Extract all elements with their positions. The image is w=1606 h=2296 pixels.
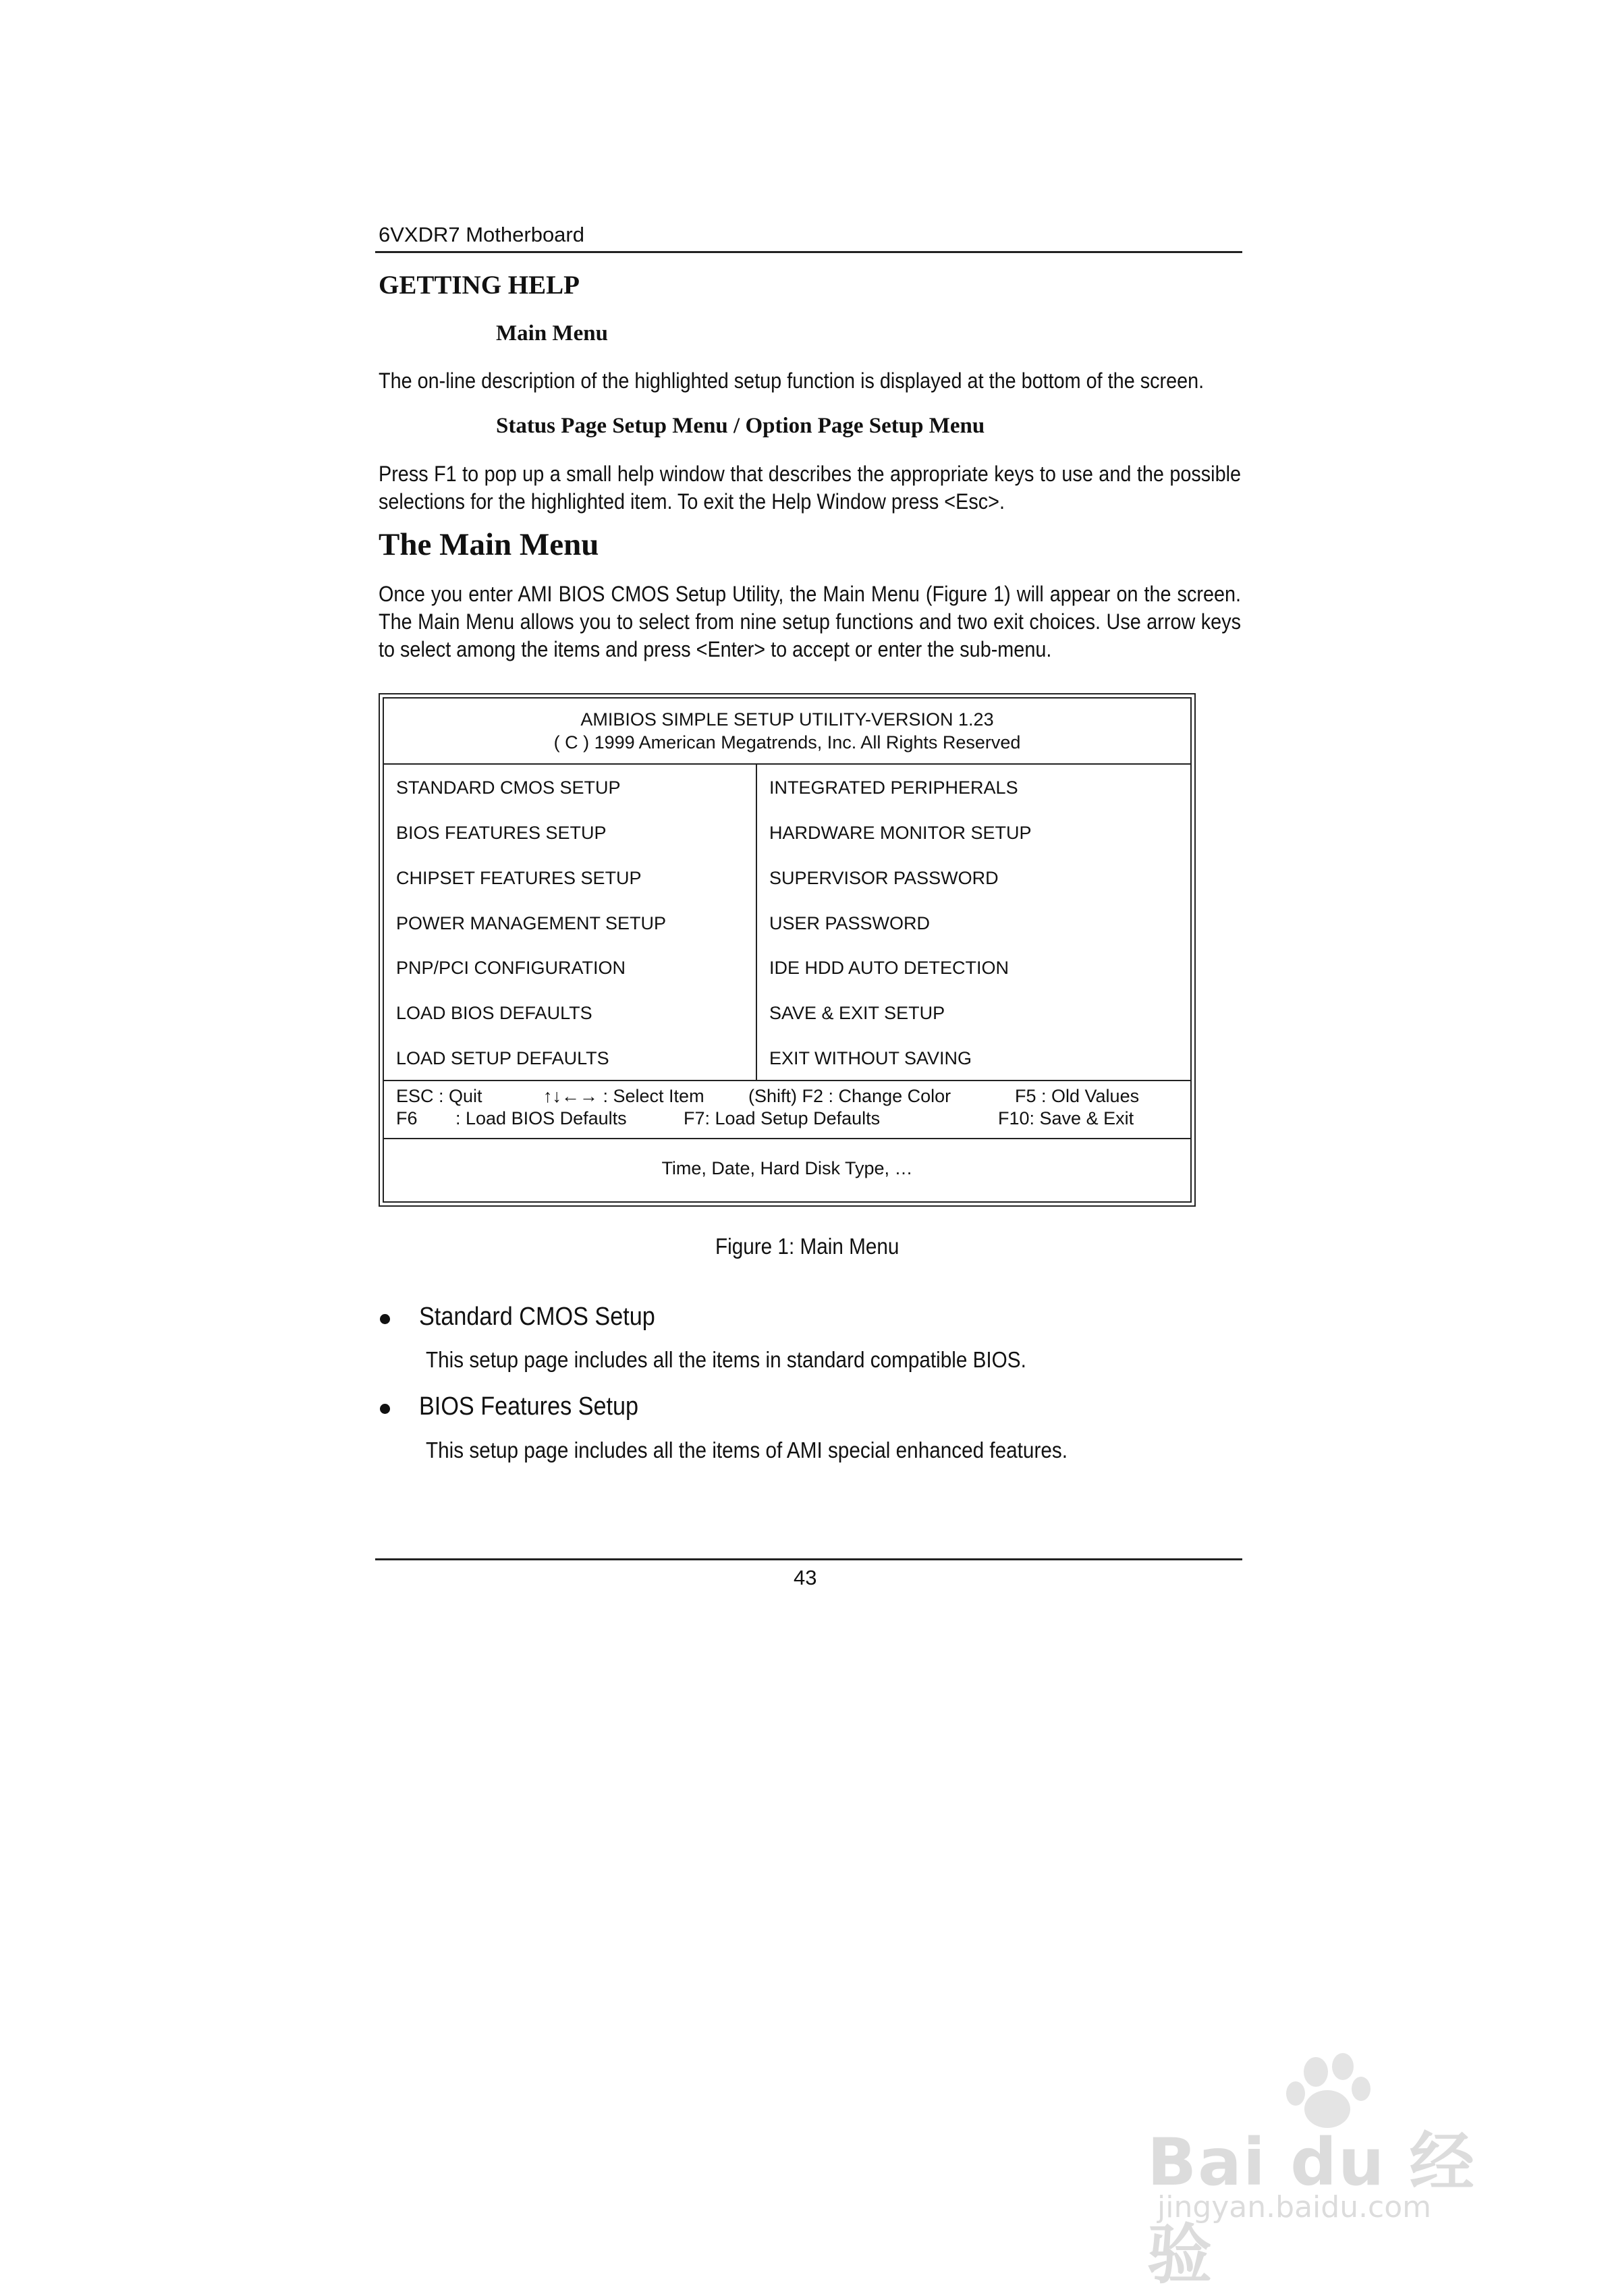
running-header: 6VXDR7 Motherboard bbox=[379, 223, 584, 246]
bullet-desc-bios-features: This setup page includes all the items of AMI special enhanced features. bbox=[426, 1438, 1068, 1463]
main-menu-help-text: The on-line description of the highlighted setup function is displayed at the bottom of the screen. bbox=[379, 368, 1204, 393]
bios-setup-screen bbox=[379, 693, 1196, 1207]
watermark-brand: Bai du 经验 bbox=[1147, 2125, 1476, 2293]
key-f7-load-setup-defaults: F7: Load Setup Defaults bbox=[684, 1108, 881, 1128]
menu-item-user-password[interactable]: USER PASSWORD bbox=[769, 913, 931, 933]
page-number: 43 bbox=[794, 1566, 817, 1589]
menu-item-exit-without-saving[interactable]: EXIT WITHOUT SAVING bbox=[769, 1048, 972, 1068]
menu-item-bios-features-setup[interactable]: BIOS FEATURES SETUP bbox=[396, 823, 607, 843]
status-page-subheading: Status Page Setup Menu / Option Page Setup Menu bbox=[496, 414, 985, 438]
key-f6-load-bios-defaults: : Load BIOS Defaults bbox=[455, 1108, 627, 1128]
figure-caption: Figure 1: Main Menu bbox=[715, 1234, 899, 1259]
menu-item-power-management-setup[interactable]: POWER MANAGEMENT SETUP bbox=[396, 913, 667, 933]
menu-item-ide-hdd-auto-detection[interactable]: IDE HDD AUTO DETECTION bbox=[769, 958, 1009, 978]
menu-item-integrated-peripherals[interactable]: INTEGRATED PERIPHERALS bbox=[769, 777, 1018, 798]
bios-menu-left-column bbox=[384, 765, 757, 1080]
key-f6: F6 bbox=[396, 1108, 418, 1128]
bullet-desc-standard-cmos: This setup page includes all the items in standard compatible BIOS. bbox=[426, 1347, 1026, 1372]
bios-key-legend bbox=[384, 1080, 1190, 1139]
bullet-dot-icon bbox=[380, 1314, 390, 1324]
key-f5-old-values: F5 : Old Values bbox=[1015, 1086, 1140, 1106]
status-page-help-text: Press F1 to pop up a small help window that describes the appropriate keys to use and the possible selections for the highlighted item. To exit the Help Window press <Esc>. bbox=[379, 462, 1241, 514]
main-menu-intro: Once you enter AMI BIOS CMOS Setup Utility, the Main Menu (Figure 1) will appear on the screen. The Main Menu allows you to select from nine setup functions and two exit choices. Use arrow keys to select among the items and press <Enter> to accept or enter the sub-menu. bbox=[379, 582, 1241, 661]
menu-item-pnp-pci-configuration[interactable]: PNP/PCI CONFIGURATION bbox=[396, 958, 626, 978]
menu-item-load-setup-defaults[interactable]: LOAD SETUP DEFAULTS bbox=[396, 1048, 609, 1068]
bios-title-block bbox=[384, 699, 1190, 765]
bullet-dot-icon bbox=[380, 1404, 390, 1414]
menu-item-supervisor-password[interactable]: SUPERVISOR PASSWORD bbox=[769, 868, 999, 888]
main-menu-subheading: Main Menu bbox=[496, 321, 608, 346]
key-arrows-select: ↑↓←→ : Select Item bbox=[543, 1086, 704, 1106]
footer-rule bbox=[375, 1558, 1242, 1560]
menu-item-load-bios-defaults[interactable]: LOAD BIOS DEFAULTS bbox=[396, 1003, 592, 1023]
menu-item-save-exit-setup[interactable]: SAVE & EXIT SETUP bbox=[769, 1003, 945, 1023]
bios-help-line: Time, Date, Hard Disk Type, … bbox=[661, 1158, 913, 1178]
bios-menu-grid bbox=[384, 765, 1190, 1081]
bullet-title-bios-features: BIOS Features Setup bbox=[419, 1392, 639, 1421]
key-f10-save-exit: F10: Save & Exit bbox=[998, 1108, 1134, 1128]
key-f2-change-color: (Shift) F2 : Change Color bbox=[748, 1086, 951, 1106]
menu-item-chipset-features-setup[interactable]: CHIPSET FEATURES SETUP bbox=[396, 868, 642, 888]
header-rule bbox=[375, 251, 1242, 253]
watermark-url: jingyan.baidu.com bbox=[1157, 2190, 1432, 2224]
bios-title-line: AMIBIOS SIMPLE SETUP UTILITY-VERSION 1.23 bbox=[580, 709, 994, 730]
bios-copyright-line: ( C ) 1999 American Megatrends, Inc. All Rights Reserved bbox=[553, 732, 1021, 753]
bios-menu-right-column bbox=[757, 765, 1190, 1080]
main-menu-heading: The Main Menu bbox=[379, 527, 599, 562]
baidu-watermark bbox=[1144, 2052, 1508, 2293]
menu-item-hardware-monitor-setup[interactable]: HARDWARE MONITOR SETUP bbox=[769, 823, 1032, 843]
bullet-title-standard-cmos: Standard CMOS Setup bbox=[419, 1303, 655, 1331]
menu-item-standard-cmos-setup[interactable]: STANDARD CMOS SETUP bbox=[396, 777, 621, 798]
getting-help-heading: GETTING HELP bbox=[379, 271, 580, 300]
key-esc-quit: ESC : Quit bbox=[396, 1086, 482, 1106]
